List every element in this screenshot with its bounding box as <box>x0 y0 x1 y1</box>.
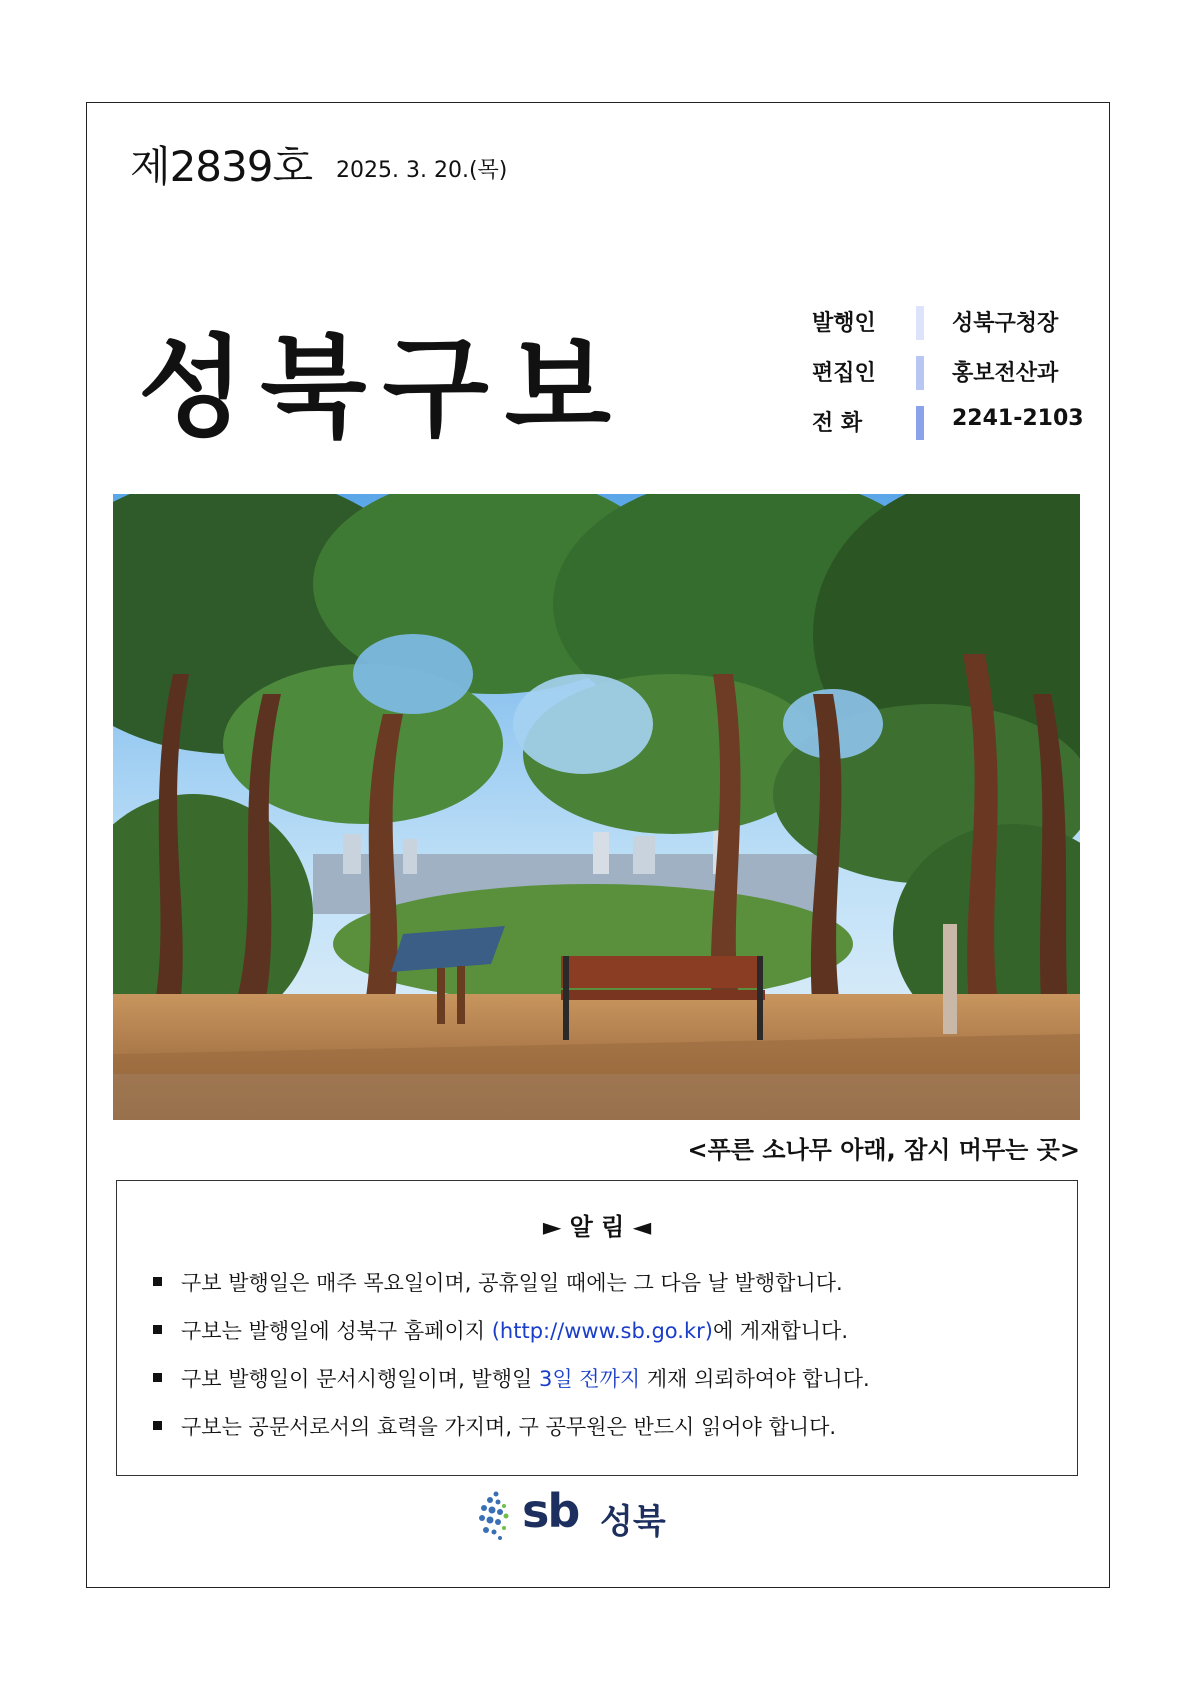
page-title: 성북구보 <box>138 324 628 452</box>
homepage-link[interactable]: (http://www.sb.go.kr) <box>491 1319 713 1343</box>
phone-bar <box>916 406 924 440</box>
notice-item-text: 구보는 공문서로서의 효력을 가지며, 구 공무원은 반드시 읽어야 합니다. <box>181 1415 837 1439</box>
notice-item-text: 구보는 발행일에 성북구 홈페이지 <box>181 1319 492 1343</box>
photo-caption: <푸른 소나무 아래, 잠시 머무는 곳> <box>687 1136 1080 1164</box>
notice-item-text: 에 게재합니다. <box>712 1319 849 1343</box>
editor-bar <box>916 356 924 390</box>
editor-value: 홍보전산과 <box>952 361 1059 386</box>
notice-item <box>153 1315 870 1363</box>
logo-name: 성북 <box>600 1502 666 1542</box>
notice-item <box>153 1267 870 1315</box>
notice-box <box>116 1180 1078 1476</box>
publisher-value: 성북구청장 <box>952 311 1059 336</box>
notice-heading: ► 알 림 ◄ <box>542 1213 652 1241</box>
notice-item <box>153 1363 870 1411</box>
notice-list <box>153 1267 870 1459</box>
logo-mark-text: sb <box>522 1484 579 1538</box>
notice-item-text: 구보 발행일이 문서시행일이며, 발행일 <box>181 1367 539 1391</box>
publisher-label: 발행인 <box>812 311 876 336</box>
cover-photo <box>113 494 1080 1120</box>
seongbuk-logo <box>476 1486 676 1544</box>
phone-label: 전 화 <box>812 411 863 436</box>
notice-item-text: 게재 의뢰하여야 합니다. <box>640 1367 870 1391</box>
editor-label: 편집인 <box>812 361 876 386</box>
notice-item <box>153 1411 870 1459</box>
logo-mark-icon <box>476 1486 522 1544</box>
issue-date: 2025. 3. 20.(목) <box>336 158 508 183</box>
issue-number: 제2839호 <box>130 142 313 191</box>
notice-item-text: 구보 발행일은 매주 목요일이며, 공휴일일 때에는 그 다음 날 발행합니다. <box>181 1271 843 1295</box>
deadline-highlight: 3일 전까지 <box>538 1367 641 1391</box>
phone-value: 2241-2103 <box>952 406 1084 431</box>
publisher-bar <box>916 306 924 340</box>
